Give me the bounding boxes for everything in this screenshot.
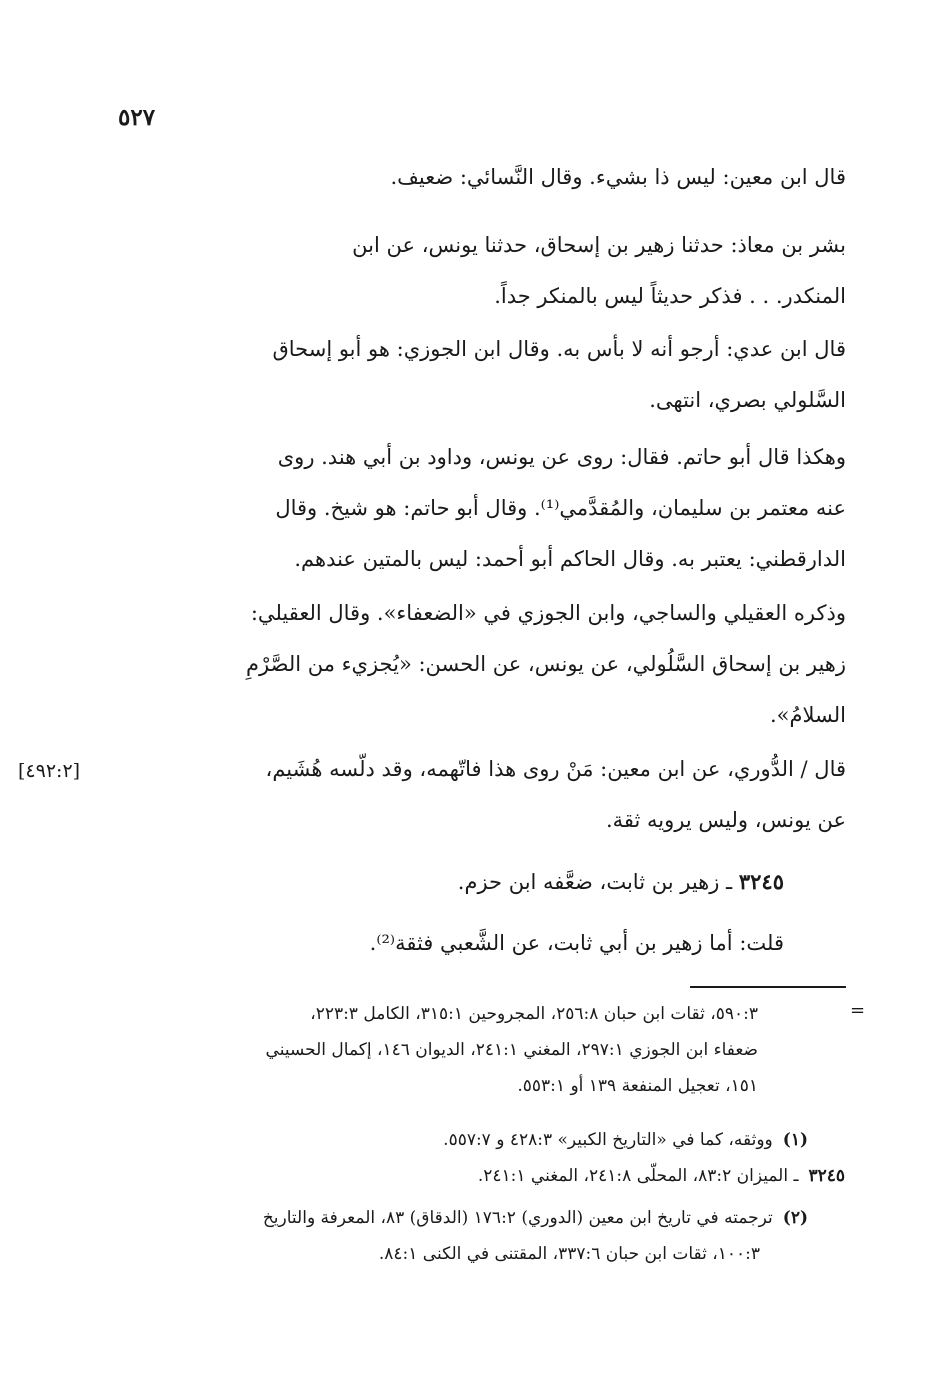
footnote-entry-ref xyxy=(118,1158,845,1194)
entry-heading xyxy=(94,856,784,908)
text-line: قلت: أما زهير بن أبي ثابت، عن الشَّعبي فثقة⁽²⁾. xyxy=(369,931,784,955)
footnote-line: ١٠٠:٣، ثقات ابن حبان ٣٣٧:٦، المقتنى في الكنى ٨٤:١. xyxy=(378,1244,760,1264)
footnote-line: ١٥١، تعجيل المنفعة ١٣٩ أو ٥٥٣:١. xyxy=(517,1076,758,1096)
text-line: زهير بن إسحاق السَّلُولي، عن يونس، عن الحسن: «يُجزيء من الصَّرْمِ xyxy=(246,652,846,676)
footnote-label: (٢) xyxy=(782,1208,808,1228)
entry-number: ٣٢٤٥ xyxy=(738,869,784,894)
text-line: المنكدر. . . فذكر حديثاً ليس بالمنكر جداً. xyxy=(494,284,846,308)
footnote-text: ـ الميزان ٨٣:٢، المحلّى ٢٤١:٨، المغني ٢٤١:١. xyxy=(477,1166,799,1186)
paragraph-2 xyxy=(118,220,846,322)
footnote-label: (١) xyxy=(782,1130,808,1150)
text-line: قال / الدُّوري، عن ابن معين: مَنْ روى هذا فاتّهمه، وقد دلّسه هُشَيم، xyxy=(265,757,846,781)
paragraph-5 xyxy=(118,588,846,741)
footnote-1 xyxy=(118,1122,808,1158)
text-line: بشر بن معاذ: حدثنا زهير بن إسحاق، حدثنا يونس، عن ابن xyxy=(352,233,846,257)
text-line: وهكذا قال أبو حاتم. فقال: روى عن يونس، وداود بن أبي هند. روى xyxy=(277,445,846,469)
text-line: السلامُ». xyxy=(769,703,846,727)
page-number: ٥٢٧ xyxy=(118,104,156,131)
text-line: السَّلولي بصري، انتهى. xyxy=(649,388,846,412)
margin-reference: [٤٩٢:٢] xyxy=(18,760,81,782)
text-line: قال ابن عدي: أرجو أنه لا بأس به. وقال ابن الجوزي: هو أبو إسحاق xyxy=(272,337,846,361)
continuation-mark: = xyxy=(850,1000,866,1021)
text-line: عنه معتمر بن سليمان، والمُقدَّمي⁽¹⁾. وقال أبو حاتم: هو شيخ. وقال xyxy=(275,496,846,520)
paragraph-8 xyxy=(118,918,784,969)
footnote-line: ٥٩٠:٣، ثقات ابن حبان ٢٥٦:٨، المجروحين ٣١٥:١، الكامل ٢٢٣:٣، xyxy=(310,1004,758,1024)
footnote-2 xyxy=(118,1200,808,1272)
paragraph-4 xyxy=(118,432,846,585)
footnote-divider xyxy=(690,986,846,988)
paragraph-6 xyxy=(118,744,846,846)
footnote-line: ضعفاء ابن الجوزي ٢٩٧:١، المغني ٢٤١:١، الديوان ١٤٦، إكمال الحسيني xyxy=(265,1040,758,1060)
entry-text: ـ زهير بن ثابت، ضعَّفه ابن حزم. xyxy=(457,870,739,894)
footnote-text: ترجمته في تاريخ ابن معين (الدوري) ١٧٦:٢ (الدقاق) ٨٣، المعرفة والتاريخ xyxy=(262,1208,773,1228)
paragraph-1 xyxy=(118,152,846,203)
footnote-text: ووثقه، كما في «التاريخ الكبير» ٤٢٨:٣ و ٥٥٧:٧. xyxy=(443,1130,773,1150)
footnote-entry-number: ٣٢٤٥ xyxy=(808,1166,845,1186)
paragraph-3 xyxy=(118,324,846,426)
text-line: قال ابن معين: ليس ذا بشيء. وقال النَّسائي: ضعيف. xyxy=(390,165,846,189)
text-line: وذكره العقيلي والساجي، وابن الجوزي في «الضعفاء». وقال العقيلي: xyxy=(250,601,846,625)
text-line: الدارقطني: يعتبر به. وقال الحاكم أبو أحمد: ليس بالمتين عندهم. xyxy=(294,547,846,571)
text-line: عن يونس، وليس يرويه ثقة. xyxy=(605,808,846,832)
footnote-continuation xyxy=(118,996,758,1104)
